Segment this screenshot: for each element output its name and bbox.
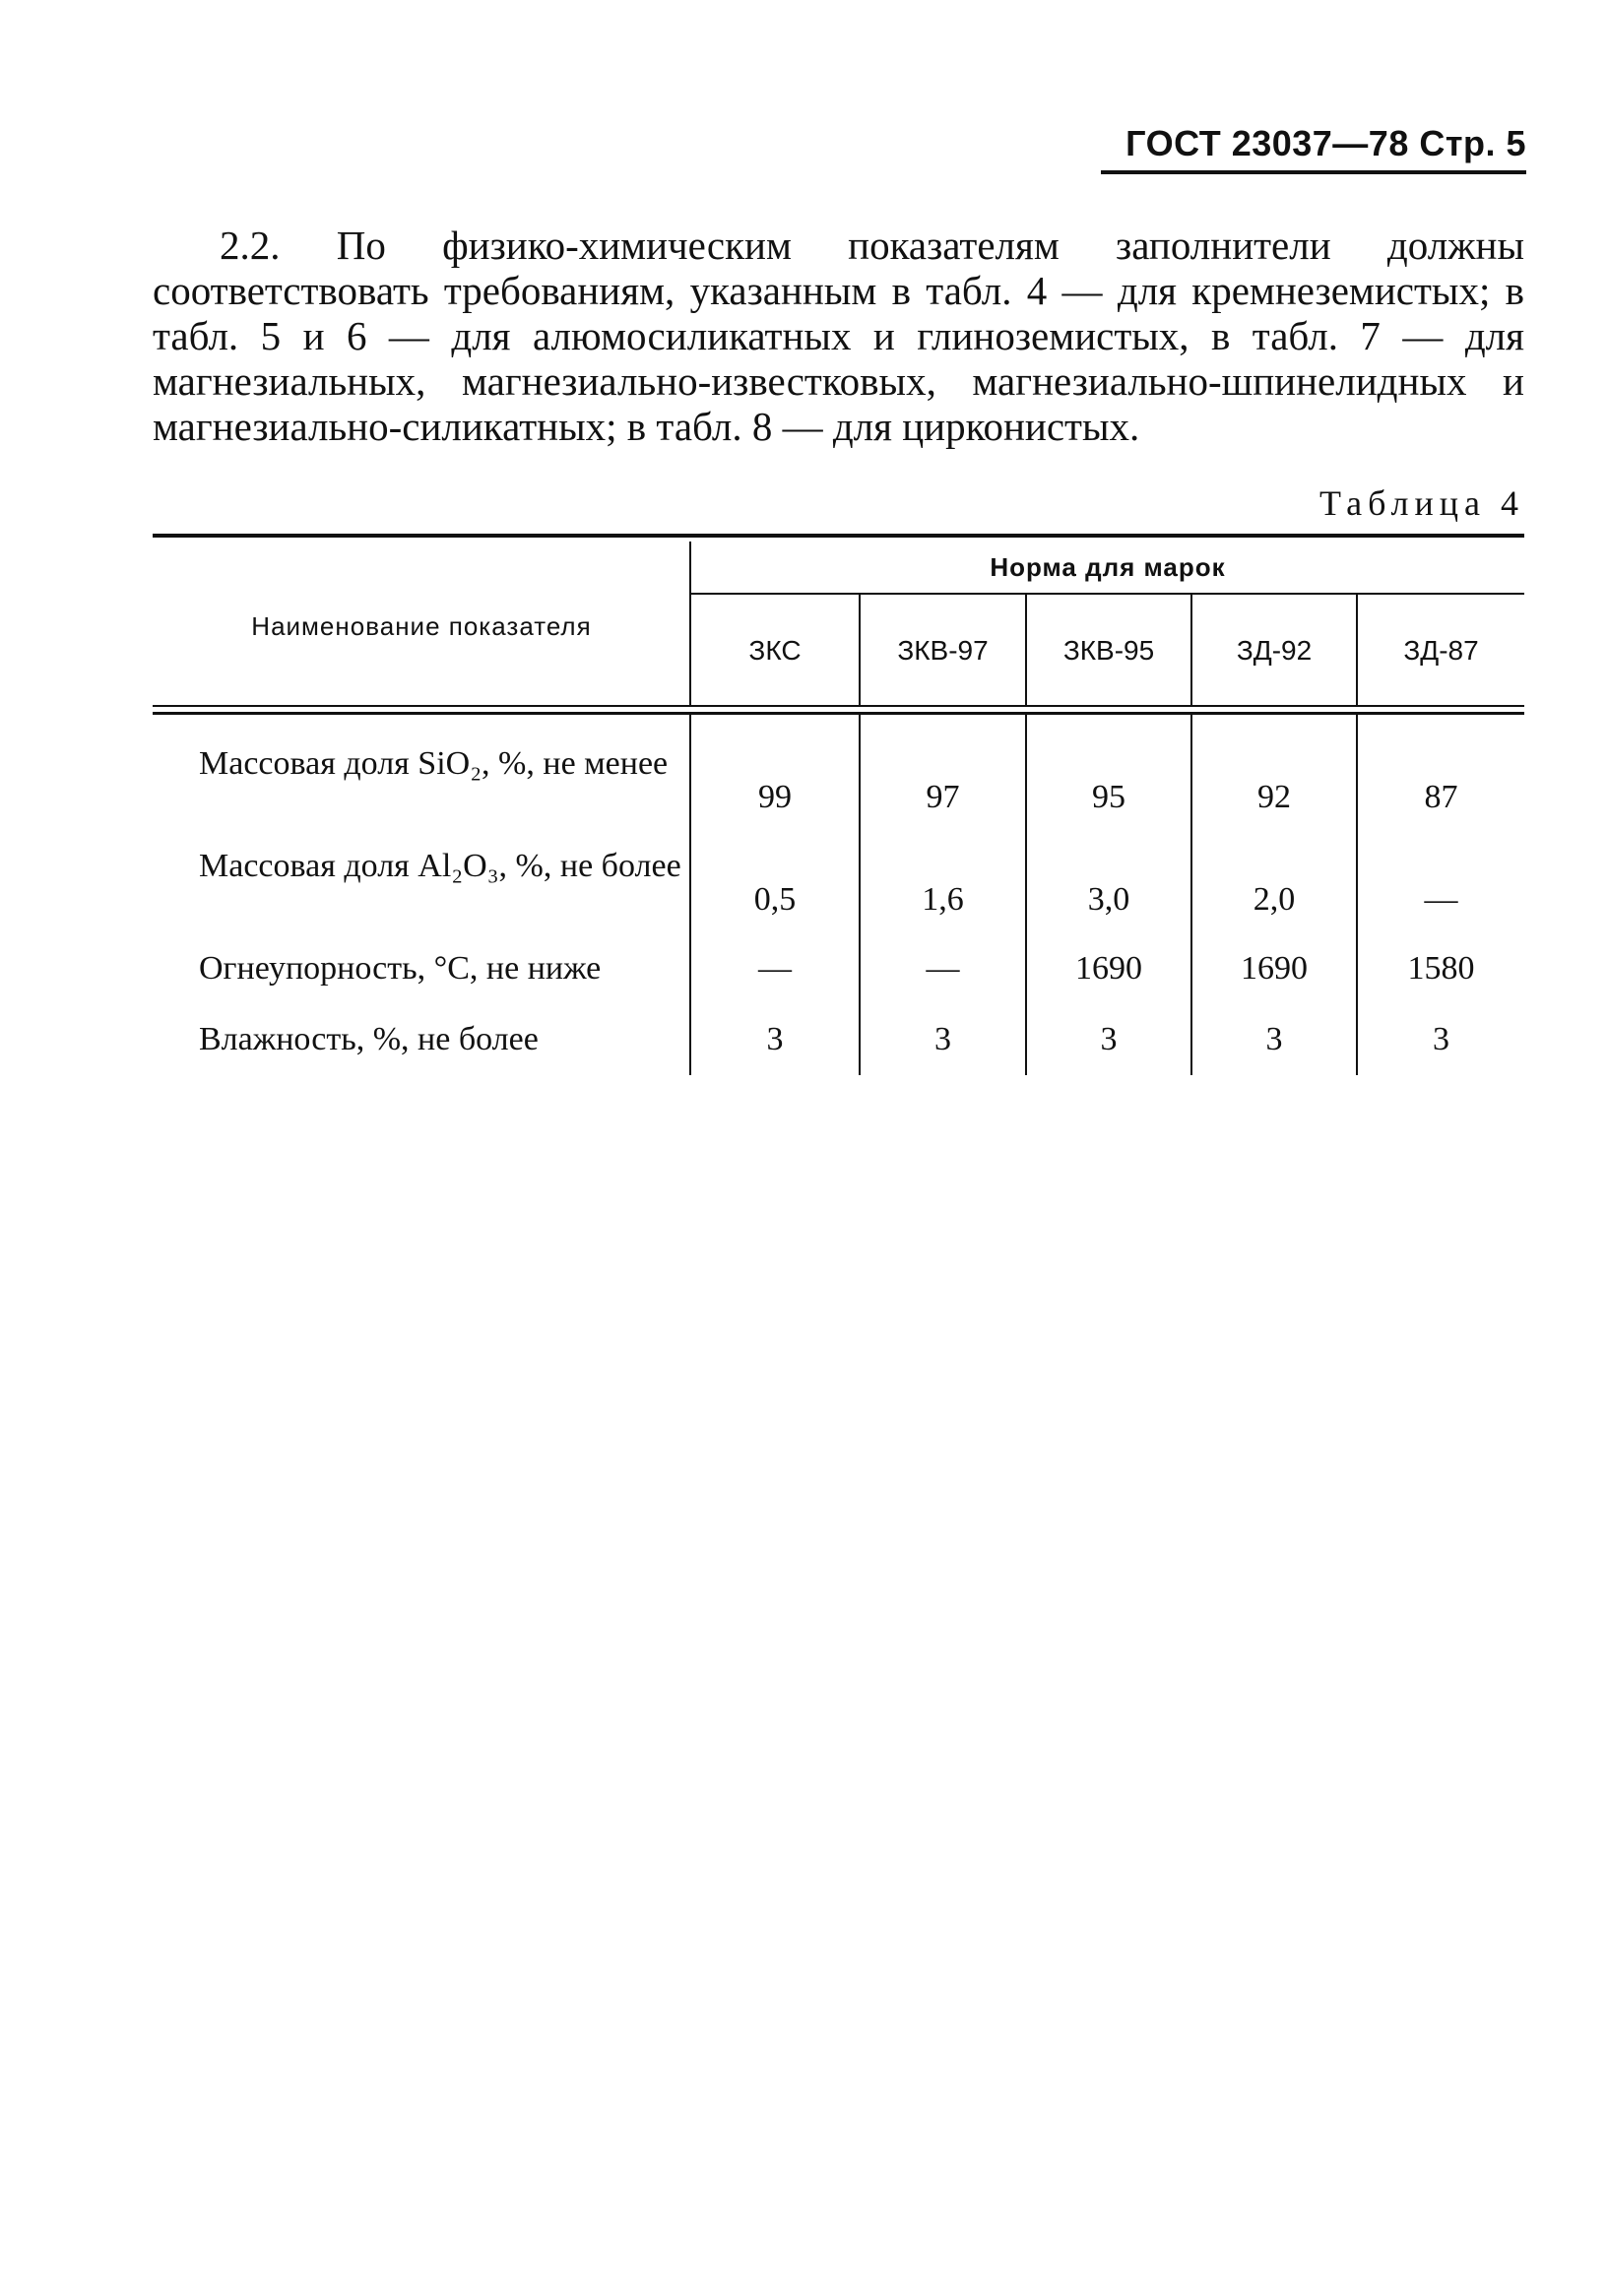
table-cell: 0,5 (753, 881, 797, 918)
table-cell: 2,0 (1253, 881, 1296, 918)
table-cell: 3 (1265, 1021, 1283, 1057)
table-cell: 3 (1100, 1021, 1118, 1057)
column-group-header: Норма для марок (990, 551, 1226, 582)
row-label-refractoriness: Огнеупорность, °С, не ниже (199, 950, 602, 987)
table-caption: Таблица 4 (1319, 483, 1524, 523)
table-cell: 3 (1433, 1021, 1449, 1057)
row-label-moisture: Влажность, %, не более (199, 1021, 539, 1057)
table-cell: 87 (1424, 779, 1458, 815)
column-header-name: Наименование показателя (251, 610, 592, 641)
table-cell: 99 (758, 779, 792, 815)
header-rule (1101, 170, 1526, 174)
table-cell: 1690 (1241, 950, 1308, 987)
table-cell: 3 (766, 1021, 784, 1057)
row-label-al2o3: Массовая доля Al₂O₃, %, не более (199, 848, 681, 884)
table-cell: — (926, 950, 960, 987)
row-label-sio2: Массовая доля SiO₂, %, не менее (199, 745, 669, 782)
table-cell: 3 (934, 1021, 951, 1057)
table-cell: 3,0 (1087, 881, 1130, 918)
table-cell: 1580 (1407, 950, 1475, 987)
column-header-zkv-97: ЗКВ-97 (897, 635, 989, 666)
column-header-zd-87: ЗД-87 (1403, 635, 1479, 666)
column-header-zks: ЗКС (748, 635, 802, 666)
column-header-zkv-95: ЗКВ-95 (1062, 635, 1155, 666)
paragraph-2-2: 2.2. По физико-химическим показателям заполнители должны соответствовать требованиям, указанным в табл. 4 — для кремнеземистых; в табл. 5 и 6 — для алюмосиликатных и глиноземистых, в табл. 7 — для магнезиальных, магнезиально-известковых, магнезиально-шпинелидных и магнезиально-силикатных; в табл. 8 — для цирконистых. (153, 223, 1524, 449)
table-cell: 1690 (1075, 950, 1142, 987)
table-cell: 97 (926, 779, 960, 815)
table-top-rule (153, 534, 1524, 538)
table-cell: 1,6 (922, 881, 964, 918)
table-cell: — (1424, 881, 1458, 918)
table-cell: 92 (1257, 779, 1291, 815)
table-cell: 95 (1092, 779, 1125, 815)
document-title: ГОСТ 23037—78 Стр. 5 (1125, 123, 1526, 163)
column-header-zd-92: ЗД-92 (1236, 635, 1313, 666)
table-cell: — (758, 950, 792, 987)
